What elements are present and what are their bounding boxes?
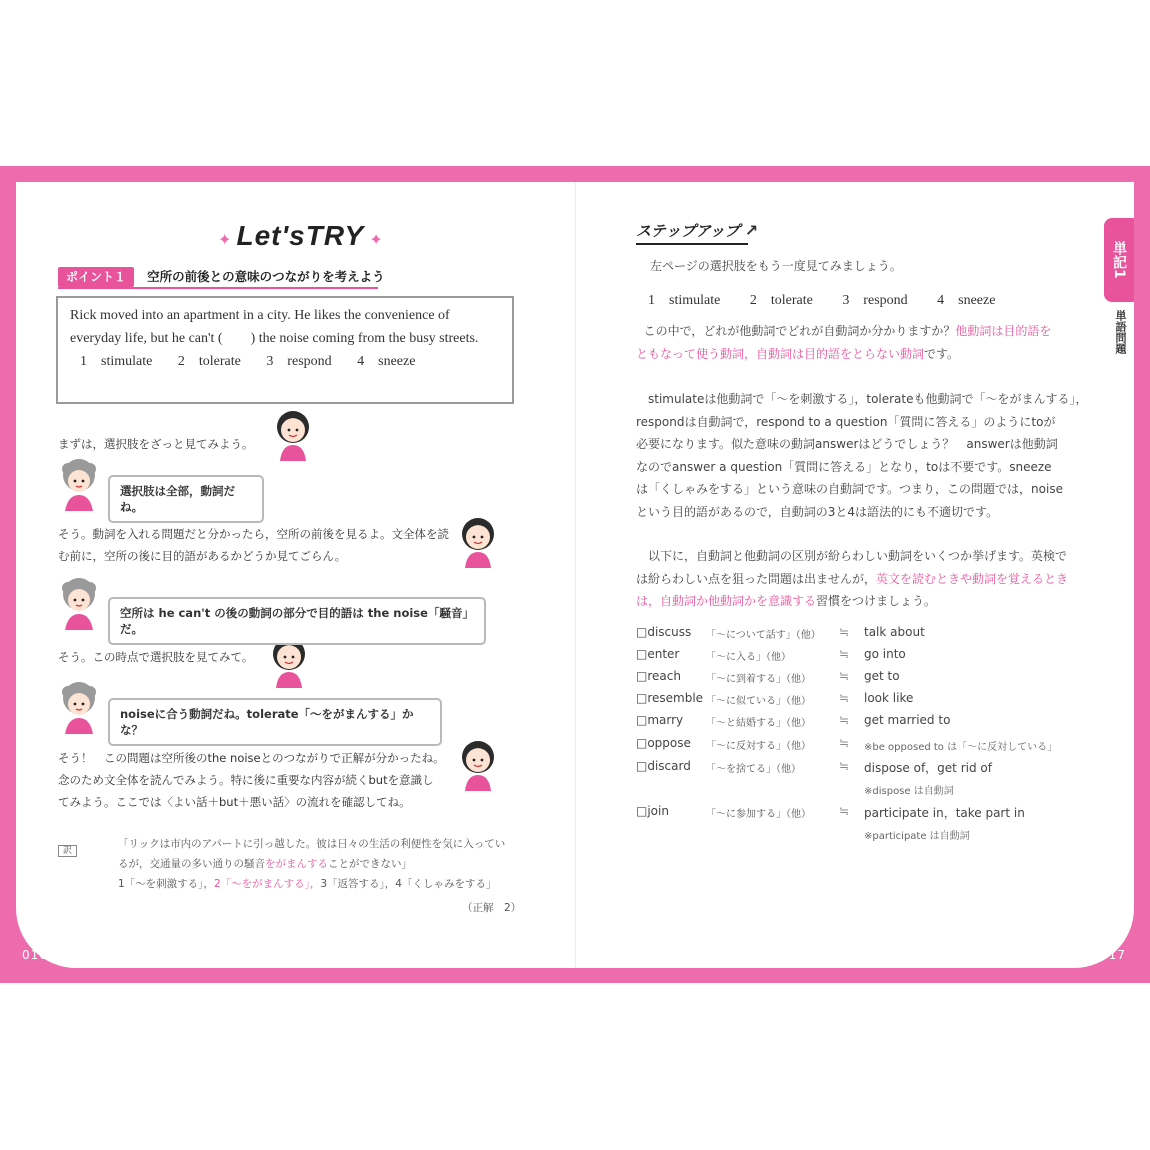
vocab-synonym: dispose of，get rid of	[864, 761, 992, 775]
dialogue-text: そう！ この問題は空所後のthe noiseとのつながりで正解が分かったね。	[58, 751, 445, 765]
lets-try-title: Let'sTRY	[236, 220, 365, 251]
lets-try-heading	[218, 220, 383, 252]
translation-line	[118, 854, 518, 874]
paragraph-highlight: ともなって使う動詞，自動詞は目的語をとらない動詞	[636, 346, 925, 361]
translation-highlight: 2「〜をがまんする」，	[213, 878, 321, 890]
right-choices	[648, 289, 1021, 309]
approx-symbol: ≒	[839, 804, 850, 818]
choice-4: 4 sneeze	[357, 354, 416, 369]
page-number-right: 017	[1100, 948, 1126, 962]
vocab-synonym: go into	[864, 647, 906, 661]
approx-symbol: ≒	[839, 691, 850, 705]
teacher-avatar	[455, 735, 501, 791]
paragraph-line	[636, 320, 1096, 343]
paragraph-line: という目的語があるので，自動詞の3と4は語法的にも不適切です。	[636, 504, 999, 519]
step-up-title: ステップアップ	[636, 222, 740, 240]
intro-text: 左ページの選択肢をもう一度見てみましょう。	[650, 259, 902, 273]
dialogue-text: む前に，空所の後に目的語があるかどうか見てごらん。	[58, 549, 347, 563]
paragraph-line	[636, 568, 1096, 591]
paragraph-line	[636, 590, 1096, 613]
vocab-synonym: look like	[864, 691, 914, 705]
vocab-row	[636, 625, 1076, 647]
paragraph-2	[636, 388, 1096, 523]
vocab-meaning: 「〜について話す」（他）	[706, 630, 821, 641]
paragraph-1	[636, 320, 1096, 365]
step-up-underline	[636, 243, 748, 245]
approx-symbol: ≒	[839, 759, 850, 773]
translation-highlight: をがまんする	[265, 858, 328, 870]
vocab-meaning: 「〜に入る」（他）	[706, 652, 791, 663]
vocab-word: □join	[636, 804, 669, 818]
translation-label	[58, 838, 77, 857]
teacher-avatar	[455, 512, 501, 568]
paragraph-line: stimulateは他動詞で「〜を刺激する」，tolerateも他動詞で「〜をがまんする」，	[648, 392, 1088, 406]
paragraph-line: respondは自動詞で，respond to a question「質問に答える」のようにtoが	[636, 414, 1056, 429]
paragraph-line: なのでanswer a question「質問に答える」となり，toは不要です。sneeze	[636, 459, 1052, 474]
vocab-word: □marry	[636, 713, 684, 727]
vocab-row	[636, 691, 1076, 713]
vocab-meaning: 「〜に反対する」（他）	[706, 741, 811, 752]
question-text: Rick moved into an apartment in a city. He likes the convenience of everyday life, but he can't ( ) the noise coming from the busy streets.	[70, 308, 479, 346]
teacher-avatar	[270, 405, 316, 461]
approx-symbol: ≒	[839, 713, 850, 727]
translation-text: 3「返答する」，4「くしゃみをする」	[320, 878, 497, 890]
vocab-meaning: 「〜を捨てる」（他）	[706, 764, 801, 775]
point-heading	[58, 266, 385, 285]
vocab-row	[636, 759, 1076, 781]
approx-symbol: ≒	[839, 647, 850, 661]
paragraph-text: 習慣をつけましょう。	[816, 594, 937, 608]
translation-line: 「リックは市内のアパートに引っ越した。彼は日々の生活の利便性を気に入ってい	[118, 838, 506, 850]
choice-1: 1 stimulate	[80, 354, 153, 369]
student-avatar	[56, 455, 102, 511]
translation-line	[118, 874, 518, 894]
choice-2: 2 tolerate	[177, 354, 241, 369]
translation-text: るが，交通量の多い通りの騒音	[118, 858, 265, 870]
vocab-row	[636, 669, 1076, 691]
vocab-meaning: 「〜に似ている」（他）	[706, 696, 811, 707]
sparkle-icon: ✦	[218, 230, 232, 249]
vocab-word: □oppose	[636, 736, 691, 750]
dialogue-text: てみよう。ここでは〈よい話＋but＋悪い話〉の流れを確認してね。	[58, 795, 411, 809]
answer-note: （正解 2）	[462, 902, 522, 914]
dialogue-line	[58, 747, 458, 813]
vocab-meaning: 「〜に到着する」（他）	[706, 674, 811, 685]
vocab-word: □reach	[636, 669, 681, 683]
vocab-note: ※dispose は自動詞	[864, 786, 954, 797]
translation-label-text: 訳	[58, 845, 77, 857]
student-avatar	[56, 678, 102, 734]
chapter-side-label: 単語問題	[1114, 310, 1127, 354]
vocab-word: □discuss	[636, 625, 692, 639]
vocab-word: □resemble	[636, 691, 704, 705]
translation-text: 1「〜を刺激する」，	[118, 878, 214, 890]
paragraph-line: 以下に，自動詞と他動詞の区別が紛らわしい動詞をいくつか挙げます。英検で	[648, 549, 1068, 563]
question-choices	[70, 350, 500, 373]
vocab-synonym: get married to	[864, 713, 951, 727]
speech-bubble: 空所は he can't の後の動詞の部分で目的語は the noise「騒音」だ。	[108, 597, 486, 645]
vocab-synonym: get to	[864, 669, 900, 683]
vocab-row	[636, 804, 1076, 826]
paragraph-text: この中で，どれが他動詞でどれが自動詞か分かりますか？	[643, 324, 956, 338]
vocab-synonym: participate in，take part in	[864, 806, 1025, 820]
choice-4: 4 sneeze	[937, 293, 996, 308]
choice-2: 2 tolerate	[749, 293, 813, 308]
vocab-word: □enter	[636, 647, 680, 661]
approx-symbol: ≒	[839, 736, 850, 750]
student-avatar	[56, 574, 102, 630]
vocab-meaning: 「〜に参加する」（他）	[706, 809, 811, 820]
chapter-side-tab[interactable]: 単記1	[1104, 218, 1134, 302]
speech-bubble: 選択肢は全部，動詞だね。	[108, 475, 264, 523]
translation-text: ことができない」	[328, 858, 412, 870]
vocab-row	[636, 713, 1076, 735]
point-underline	[58, 287, 378, 289]
paragraph-highlight: 他動詞は目的語を	[955, 324, 1052, 338]
dialogue-text: 念のため文全体を読んでみよう。特に後に重要な内容が続くbutを意識し	[58, 773, 434, 787]
paragraph-highlight: は，自動詞か他動詞かを意識する	[636, 594, 817, 608]
dialogue-line: まずは，選択肢をざっと見てみよう。	[58, 437, 254, 451]
vocab-synonym: talk about	[864, 625, 925, 639]
dialogue-text: そう。動詞を入れる問題だと分かったら，空所の前後を見るよ。文全体を読	[58, 527, 449, 541]
vocab-meaning: 「〜と結婚する」（他）	[706, 718, 811, 729]
question-box	[56, 296, 514, 404]
step-up-heading	[636, 220, 758, 241]
dialogue-line: そう。この時点で選択肢を見てみて。	[58, 650, 254, 664]
paragraph-3	[636, 545, 1096, 613]
dialogue-line	[58, 523, 458, 567]
paragraph-line: 必要になります。似た意味の動詞answerはどうでしょう？ answerは他動詞	[636, 437, 1058, 451]
approx-symbol: ≒	[839, 625, 850, 639]
page-number-left: 016	[22, 948, 48, 962]
choice-3: 3 respond	[266, 354, 332, 369]
vocab-row	[636, 647, 1076, 669]
vocab-word: □discard	[636, 759, 691, 773]
arrow-up-icon: ↗	[744, 221, 759, 240]
paragraph-line: は「くしゃみをする」という意味の自動詞です。つまり，この問題では，noise	[636, 482, 1063, 496]
choice-1: 1 stimulate	[648, 293, 721, 308]
vocab-note: ※participate は自動詞	[864, 831, 970, 842]
choice-3: 3 respond	[842, 293, 908, 308]
translation-block	[118, 834, 518, 894]
paragraph-text: は紛らわしい点を狙った問題は出ませんが，	[636, 571, 877, 586]
sparkle-icon: ✦	[369, 230, 383, 249]
point-title: 空所の前後との意味のつながりを考えよう	[147, 269, 385, 284]
paragraph-highlight: 英文を読むときや動詞を覚えるとき	[876, 571, 1069, 586]
point-tag: ポイント１	[58, 267, 134, 287]
speech-bubble: noiseに合う動詞だね。tolerate「〜をがまんする」かな？	[108, 698, 442, 746]
paragraph-text: です。	[924, 346, 960, 361]
approx-symbol: ≒	[839, 669, 850, 683]
paragraph-line	[636, 343, 1096, 366]
vocab-note: ※be opposed to は「〜に反対している」	[864, 742, 1058, 753]
